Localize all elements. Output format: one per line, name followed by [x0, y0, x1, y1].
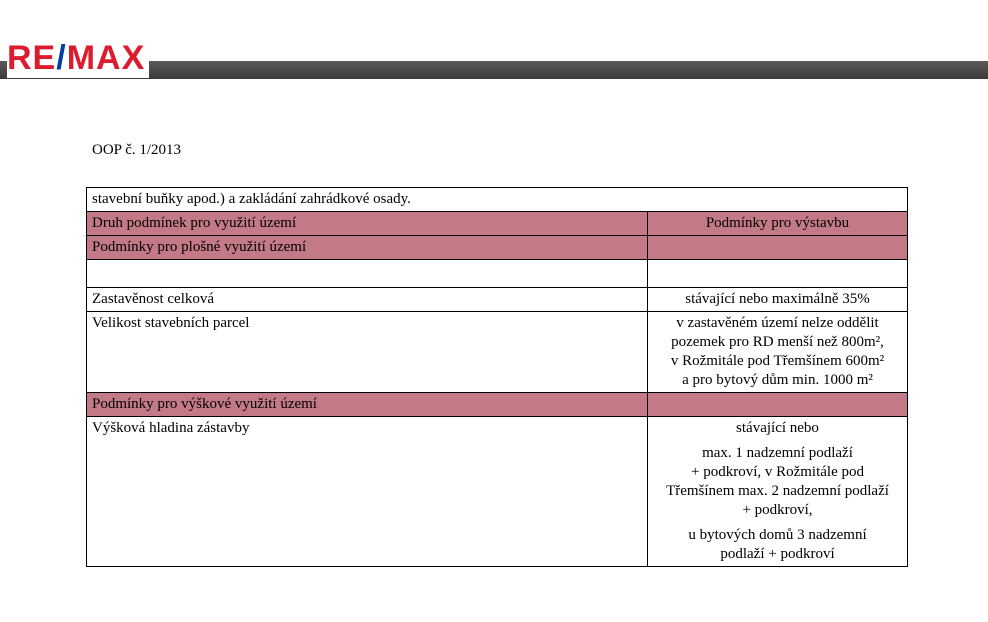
header-col1: Druh podmínek pro využití území: [87, 212, 648, 236]
section-title-area: Podmínky pro plošné využití území: [87, 236, 648, 260]
header-col2: Podmínky pro výstavbu: [648, 212, 908, 236]
empty-cell: [87, 260, 648, 288]
section-value-height: [648, 393, 908, 417]
row-label: Zastavěnost celková: [87, 288, 648, 312]
value-paragraph: max. 1 nadzemní podlaží + podkroví, v Rožmitále pod Třemšínem max. 2 nadzemní podlaží + podkroví,: [666, 445, 889, 518]
empty-cell: [648, 260, 908, 288]
conditions-table: [86, 187, 908, 567]
table-header-row: [87, 212, 908, 236]
table-row: [87, 312, 908, 393]
section-row-height: [87, 393, 908, 417]
remax-logo: RE/MAX: [7, 38, 149, 78]
section-title-height: Podmínky pro výškové využití území: [87, 393, 648, 417]
row-label: Výšková hladina zástavby: [87, 417, 648, 567]
table-row: [87, 288, 908, 312]
section-row-area: [87, 236, 908, 260]
value-paragraph: u bytových domů 3 nadzemní podlaží + podkroví: [688, 527, 867, 562]
table-row: [87, 417, 908, 567]
intro-text: stavební buňky apod.) a zakládání zahrádkové osady.: [87, 188, 908, 212]
section-value-area: [648, 236, 908, 260]
row-value: stávající nebo maximálně 35%: [648, 288, 908, 312]
row-value: [648, 417, 908, 567]
row-value: v zastavěném území nelze oddělit pozemek pro RD menší než 800m², v Rožmitále pod Třemšínem 600m² a pro bytový dům min. 1000 m²: [648, 312, 908, 393]
row-label: Velikost stavebních parcel: [87, 312, 648, 393]
value-paragraph: stávající nebo: [736, 420, 819, 436]
empty-row: [87, 260, 908, 288]
intro-row: [87, 188, 908, 212]
document-reference: OOP č. 1/2013: [92, 142, 182, 158]
